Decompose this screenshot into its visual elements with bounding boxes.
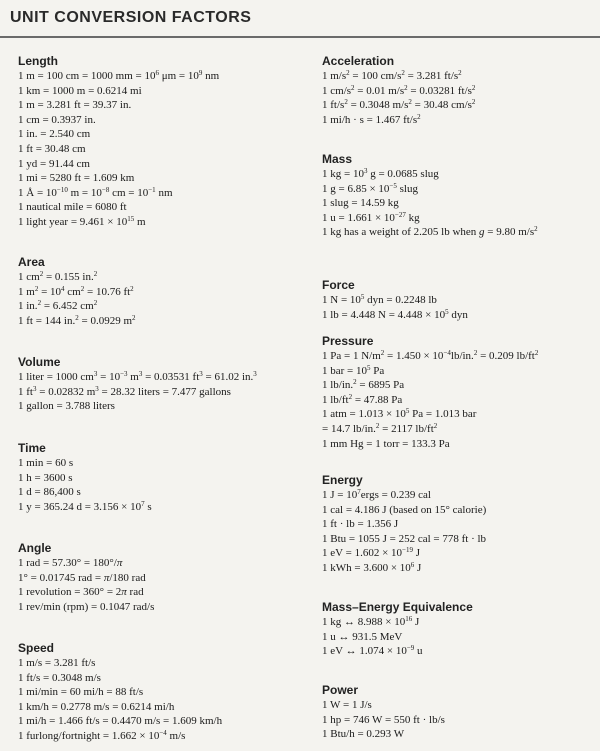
conversion-line: 1 W = 1 J/s [322, 699, 372, 711]
section-heading: Time [18, 441, 46, 455]
section-heading: Pressure [322, 334, 374, 348]
section-heading: Volume [18, 355, 61, 369]
conversion-line: 1 km = 1000 m = 0.6214 mi [18, 84, 142, 97]
conversion-line: 1 kg has a weight of 2.205 lb when g = 9.80 $m/s^2$ [322, 225, 538, 239]
conversion-line: 1 m = 3.281 ft = 39.37 in. [18, 99, 132, 112]
conversion-line: 1 ft/s = 0.3048 m/s [18, 671, 101, 684]
conversion-line: 1° = 0.01745 rad = π/180 rad [18, 571, 146, 584]
conversion-line: 1 cm = 0.3937 in. [18, 113, 96, 126]
conversion-line: 1 u ↔ 931.5 MeV [322, 630, 403, 643]
conversion-line: 1 nautical mile = 6080 ft [18, 201, 127, 214]
conversion-line: 1 light year = $9.461 \times 10^{15}$ m [18, 214, 146, 228]
section-mass-energy-equivalence [322, 600, 473, 659]
section-power [322, 683, 445, 742]
conversion-line: 1 bar = $10^5$ Pa [322, 363, 385, 377]
conversion-line: 1 slug = 14.59 kg [322, 197, 399, 210]
conversion-line: 1 kWh = $3.600 \times 10^6$ J [322, 560, 422, 574]
conversion-line: 1 m = 100 cm = 1000 mm = $10^6$ $\mu m = 10^9$ nm [18, 69, 220, 82]
section-heading: Force [322, 278, 355, 292]
conversion-line: 1 $N = 10^5$ dyn = 0.2248 lb [322, 293, 437, 306]
conversion-line: 1 Btu = 1055 J = 252 cal = 778 ft · lb [322, 532, 487, 545]
section-mass [322, 152, 538, 240]
section-heading: Energy [322, 473, 363, 487]
conversion-line: 1 cal = 4.186 J (based on 15° calorie) [322, 503, 487, 516]
conversion-line: 1 mi = 5280 ft = 1.609 km [18, 172, 135, 185]
conversion-line: 1 $cm^2 = 0.155$ in.$^2$ [18, 270, 98, 283]
conversion-line: 1 Pa = 1 $N/m^2 = 1.450 \times 10^{-4}lb/in.^2 = 0.209$ $lb/ft^2$ [322, 349, 539, 362]
conversion-line: 1 min = 60 s [18, 457, 74, 469]
conversion-line: 1 y = 365.24 $d = 3.156 \times 10^7$ s [18, 499, 152, 513]
conversion-line: 1 mm Hg = 1 torr = 133.3 Pa [322, 437, 450, 450]
section-heading: Angle [18, 541, 52, 555]
conversion-line: 1 liter = 1000 $cm^3 = 10^{-3}$ $m^3 = 0.03531$ $ft^3 = 61.02$ in.$^3$ [18, 370, 257, 383]
conversion-line: 1 Btu/h = 0.293 W [322, 728, 405, 741]
section-time [18, 441, 152, 514]
section-speed [18, 641, 222, 744]
section-length [18, 54, 219, 230]
conversion-line: 1 $g = 6.85 \times 10^{-5}$ slug [322, 181, 418, 195]
conversion-line: 1 rev/min (rpm) = 0.1047 rad/s [18, 600, 155, 613]
conversion-line: 1 $m/s^2 = 100$ $cm/s^2 = 3.281$ $ft/s^2$ [322, 69, 462, 82]
conversion-line: 1 eV ↔ $1.074 \times 10^{-9}$ u [322, 644, 423, 658]
section-heading: Power [322, 683, 359, 697]
conversion-line: = 14.7 lb/in.$^2$ = 2117 $lb/ft^2$ [322, 421, 438, 435]
conversion-line: 1 d = 86,400 s [18, 486, 81, 499]
conversion-line: 1 kg ↔ $8.988 \times 10^{16}$ J [322, 615, 420, 628]
conversion-line: 1 mi/min = 60 mi/h = 88 ft/s [18, 686, 144, 699]
conversion-line: 1 ft · lb = 1.356 J [322, 518, 399, 531]
section-heading: Acceleration [322, 54, 395, 68]
conversion-line: 1 gallon = 3.788 liters [18, 400, 115, 413]
conversion-line: 1 lb = 4.448 $N = 4.448 \times 10^5$ dyn [322, 307, 468, 321]
conversion-line: 1 $u = 1.661 \times 10^{-27}$ kg [322, 210, 420, 224]
conversion-line: 1 eV = $1.602 \times 10^{-19}$ J [322, 546, 421, 560]
section-heading: Speed [18, 641, 55, 655]
conversion-line: 1 mi/h = 1.466 ft/s = 0.4470 m/s = 1.609 km/h [18, 715, 223, 728]
conversion-line: 1 ft = 144 in.$^2$ = 0.0929 $m^2$ [18, 313, 136, 327]
conversion-line: 1 $m^2 = 10^4$ $cm^2 = 10.76$ $ft^2$ [18, 284, 134, 298]
section-force [322, 278, 468, 322]
conversion-line: 1 ft = 30.48 cm [18, 142, 86, 155]
section-heading: Length [18, 54, 58, 68]
conversion-line: 1 rad = 57.30° = 180°/π [18, 557, 123, 569]
section-angle [18, 541, 154, 614]
conversion-line: 1 $J = 10^7ergs = 0.239$ cal [322, 488, 431, 501]
conversion-line: 1 hp = 746 W = 550 ft · lb/s [322, 713, 445, 726]
title-rule [0, 36, 600, 38]
conversion-line: 1 yd = 91.44 cm [18, 157, 90, 170]
section-volume [18, 355, 257, 414]
conversion-line: 1 $ft^3 = 0.02832$ $m^3 = 28.32$ liters = 7.477 gallons [18, 384, 231, 398]
conversion-line: 1 mi/h · s = 1.467 $ft/s^2$ [322, 112, 421, 126]
conversion-line: 1 $cm/s^2 = 0.01$ $m/s^2 = 0.03281$ $ft/s^2$ [322, 83, 476, 97]
conversion-line: 1 kg = $10^3$ g = 0.0685 slug [322, 167, 439, 180]
conversion-line: 1 km/h = 0.2778 m/s = 0.6214 mi/h [18, 700, 175, 713]
section-energy [322, 473, 486, 576]
conversion-line: 1 Å = $10^{-10}$ $m = 10^{-8}$ cm = $10^{-1}$ nm [18, 185, 173, 199]
conversion-line: 1 in. = 2.540 cm [18, 128, 91, 141]
page-title: UNIT CONVERSION FACTORS [10, 9, 252, 26]
section-area [18, 255, 136, 328]
conversion-line: 1 revolution = 360° = 2π rad [18, 586, 144, 599]
conversion-line: 1 $lb/ft^2 = 47.88$ Pa [322, 392, 403, 406]
conversion-line: 1 atm = $1.013 \times 10^5$ Pa = 1.013 bar [322, 407, 477, 421]
conversion-line: 1 h = 3600 s [18, 471, 73, 484]
conversion-line: 1 furlong/fortnight = $1.662 \times 10^{-4}$ m/s [18, 728, 186, 742]
section-heading: Area [18, 255, 45, 269]
section-acceleration [322, 54, 475, 127]
conversion-line: 1 in.$^2$ = 6.452 $cm^2$ [18, 299, 98, 313]
section-heading: Mass [322, 152, 353, 166]
conversion-line: 1 lb/in.$^2$ = 6895 Pa [322, 378, 405, 392]
section-heading: Mass–Energy Equivalence [322, 600, 473, 614]
conversion-line: 1 m/s = 3.281 ft/s [18, 657, 96, 669]
conversion-line: 1 $ft/s^2 = 0.3048$ $m/s^2 = 30.48$ $cm/s^2$ [322, 98, 476, 112]
section-pressure [322, 334, 538, 451]
